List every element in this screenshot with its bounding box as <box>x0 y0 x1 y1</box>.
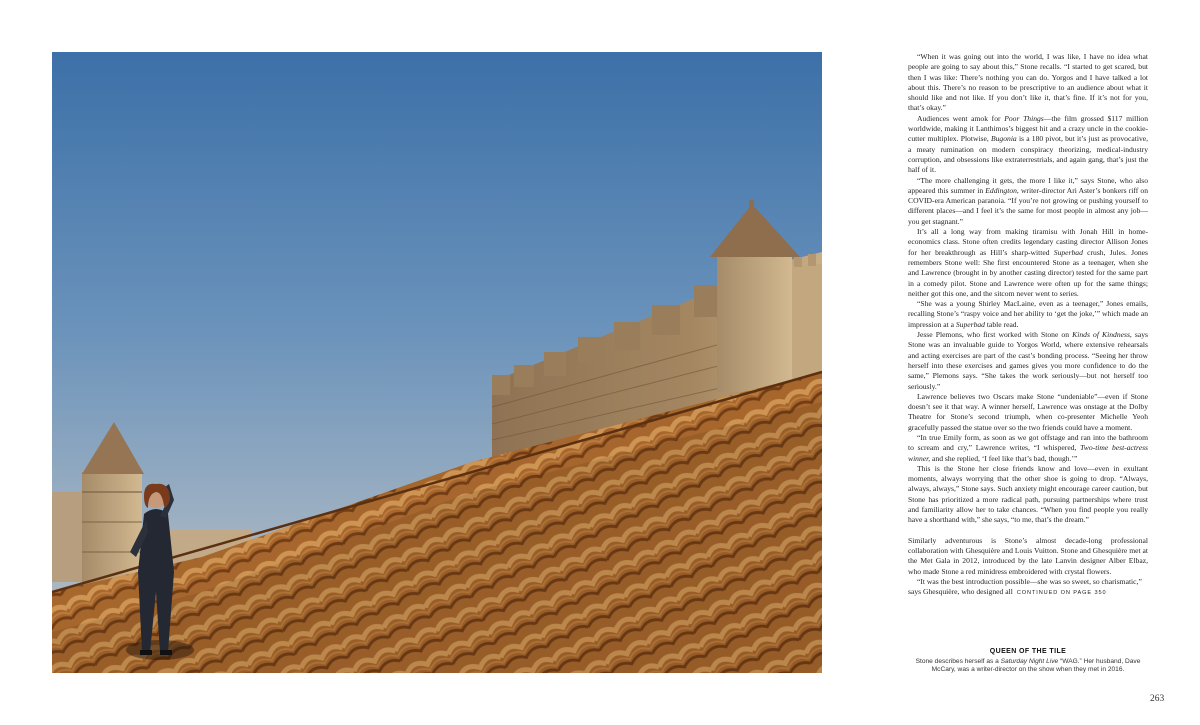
article-paragraph: “When it was going out into the world, I was like, I have no idea what people are going to say about this,” Stone recalls. “I started to get scared, but then I was like: There’s nothing you can do. Yorgos and I have talked a lot about this. There’s no reason to be prescriptive to an audience about what it should like and not like. If you don’t like it, that’s fine. If it’s not for you, that’s okay.” <box>908 52 1148 113</box>
photo-caption <box>908 648 1148 675</box>
article-paragraph: Audiences went amok for Poor Things—the film grossed $117 million worldwide, making it Lanthimos’s biggest hit and a crazy uncle in the cookie-cutter multiplex. Plotwise, Bugonia is a 180 pivot, but it’s just as provocative, a meaty rumination on modern conspiracy theorizing, medical-industry corruption, and obsessions like extraterrestrials, and again gang, that’s just the half of it. <box>908 113 1149 175</box>
article-paragraph-last <box>908 577 1148 599</box>
article-paragraph: “The more challenging it gets, the more I like it,” says Stone, who also appeared this summer in Eddington, writer-director Ari Aster’s bonkers riff on COVID-era American paranoia. “If you’re not growing or pushing yourself to different places—and I feel it’s the same for most people in almost any job—you get stagnant.” <box>908 175 1149 226</box>
article-paragraph: Lawrence believes two Oscars make Stone “undeniable”—even if Stone doesn’t see it that way. A winner herself, Lawrence was onstage at the Dolby Theatre for Stone’s second triumph, when co-presenter Michelle Yeoh gracefully passed the statue over so the two friends could have a moment. <box>908 391 1148 432</box>
article-paragraph: “She was a young Shirley MacLaine, even as a teenager,” Jones emails, recalling Stone’s “raspy voice and her ability to ‘get the joke,’” which made an impression at a Superbad table read. <box>908 299 1148 329</box>
article-paragraph: Similarly adventurous is Stone’s almost decade-long professional collaboration with Ghesquière and Louis Vuitton. Stone and Ghesquière met at the Met Gala in 2012, introduced by the late Lanvin designer Alber Elbaz, who made Stone a red minidress embroidered with crystal flowers. <box>908 535 1148 576</box>
article-paragraph: This is the Stone her close friends know and love—even in exultant moments, always worrying that the other shoe is going to drop. “Always, always, always,” Stone says. Such anxiety might encourage career caution, but Stone has prioritized a more radical path, pursuing partnerships where trust and familiarity allow her to take chances. “When you find people you really have a shorthand with,” she says, “to me, that’s the dream.” <box>908 463 1148 525</box>
caption-title: QUEEN OF THE TILE <box>989 648 1067 655</box>
article-paragraph-text: “It was the best introduction possible—she was so sweet, so charismatic,” says Ghesquière, who designed all <box>908 576 1142 597</box>
continued-jump: CONTINUED ON PAGE 350 <box>1016 590 1107 597</box>
article-body <box>908 52 1148 598</box>
article-paragraph: “In true Emily form, as soon as we got offstage and ran into the bathroom to scream and cry,” Lawrence writes, “I whispered, Two-time best-actress winner, and she replied, ‘I feel like that’s bad, though.’” <box>908 432 1148 463</box>
article-paragraph: Jesse Plemons, who first worked with Stone on Kinds of Kindness, says Stone was an invaluable guide to Yorgos World, where extensive rehearsals and acting exercises are part of the cast’s bonding process. “Seeing her throw herself into these exercises and games gives you more confidence to do the same,” Plemons says. “She takes the work seriously—but not herself too seriously.” <box>908 330 1149 391</box>
caption-body: Stone describes herself as a Saturday Night Live “WAG.” Her husband, Dave McCary, was a writer-director on the show when they met in 2016. <box>915 658 1141 674</box>
article-paragraph: It’s all a long way from making tiramisu with Jonah Hill in home-economics class. Stone often credits legendary casting director Allison Jones for her breakthrough as Hill’s sharp-witted Superbad crush, Jules. Jones remembers Stone well: She first encountered Stone as a teenager, when she and Lawrence (brought in by another casting director) tested for the same part in a comedy pilot. Stone and Lawrence were often up for the same things; neither got this one, and the sitcom never went to series. <box>908 227 1148 298</box>
page-number: 263 <box>1150 694 1165 704</box>
roof-photo <box>52 52 822 673</box>
